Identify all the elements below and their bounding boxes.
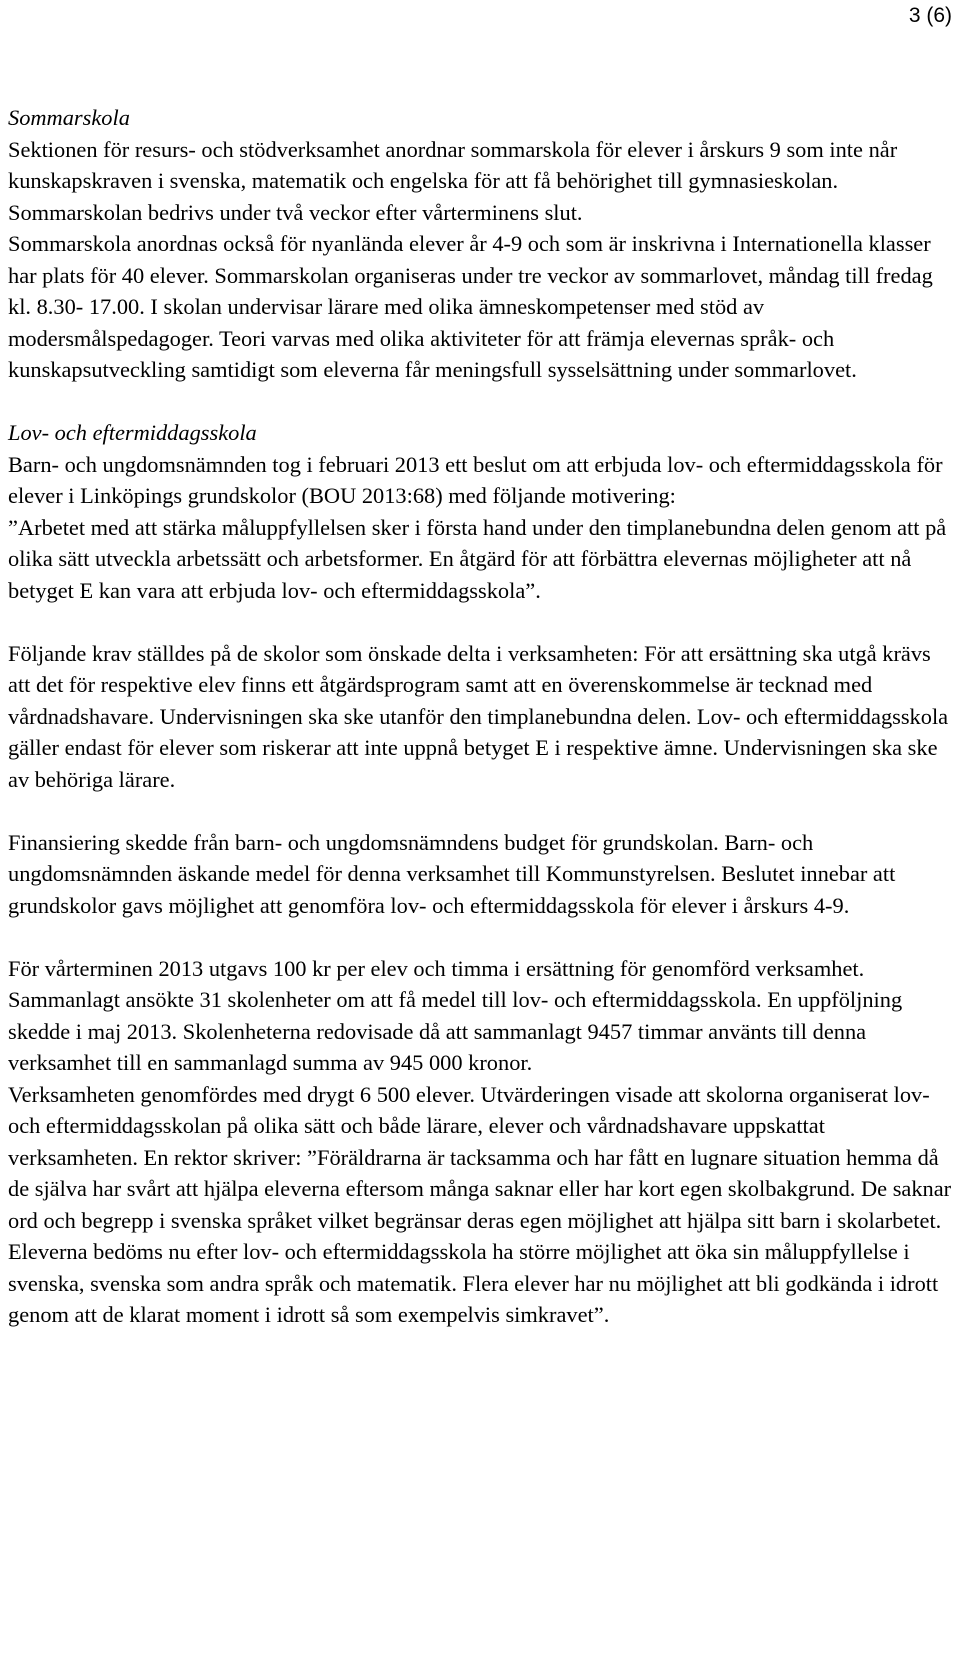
paragraph-spacer (8, 386, 956, 418)
paragraph: Följande krav ställdes på de skolor som önskade delta i verksamheten: För att ersättning ska utgå krävs att det för respektive elev finns ett åtgärdsprogram samt att en överenskommelse är tecknad med vårdnadshavare. Undervisningen ska ske utanför den timplanebundna delen. Lov- och eftermiddagsskola gäller endast för elever som riskerar att inte uppnå betyget E i respektive ämne. Undervisningen ska ske av behöriga lärare. (8, 640, 949, 792)
section-heading-lovskola: Lov- och eftermiddagsskola (8, 420, 257, 445)
paragraph: Sektionen för resurs- och stödverksamhet anordnar sommarskola för elever i årskurs 9 som inte når kunskapskraven i svenska, matematik och engelska för att få behörighet till gymnasieskolan. Sommarskolan bedrivs under två veckor efter vårterminens slut. (8, 136, 898, 225)
section-heading-sommarskola: Sommarskola (8, 105, 130, 130)
paragraph: Barn- och ungdomsnämnden tog i februari 2013 ett beslut om att erbjuda lov- och eftermiddagsskola för elever i Linköpings grundskolor (BOU 2013:68) med följande motivering: (8, 451, 943, 508)
page-number: 3 (6) (908, 4, 952, 27)
quote-paragraph: ”Arbetet med att stärka måluppfyllelsen sker i första hand under den timplanebundna delen genom att på olika sätt utveckla arbetssätt och arbetsformer. En åtgärd för att förbättra elevernas möjligheter att nå betyget E kan vara att erbjuda lov- och eftermiddagsskola”. (8, 514, 947, 603)
paragraph: Sommarskola anordnas också för nyanlända elever år 4-9 och som är inskrivna i Internationella klasser har plats för 40 elever. Sommarskolan organiseras under tre veckor av sommarlovet, måndag till fredag kl. 8.30- 17.00. I skolan undervisar lärare med olika ämneskompetenser med stöd av modersmålspedagoger. Teori varvas med olika aktiviteter för att främja elevernas språk- och kunskapsutveckling samtidigt som eleverna får meningsfull sysselsättning under sommarlovet. (8, 231, 933, 382)
paragraph-spacer (8, 795, 956, 827)
document-body (8, 102, 956, 1331)
paragraph-spacer (8, 921, 956, 953)
paragraph: Finansiering skedde från barn- och ungdomsnämndens budget för grundskolan. Barn- och ungdomsnämnden äskande medel för denna verksamhet till Kommunstyrelsen. Beslutet innebar att grundskolor gavs möjlighet att genomföra lov- och eftermiddagsskola för elever i årskurs 4-9. (8, 829, 896, 918)
paragraph: För vårterminen 2013 utgavs 100 kr per elev och timma i ersättning för genomförd verksamhet. Sammanlagt ansökte 31 skolenheter om att få medel till lov- och eftermiddagsskola. En uppföljning skedde i maj 2013. Skolenheterna redovisade då att sammanlagt 9457 timmar använts till denna verksamhet till en sammanlagd summa av 945 000 kronor. (8, 955, 903, 1075)
paragraph: Verksamheten genomfördes med drygt 6 500 elever. Utvärderingen visade att skolorna organiserat lov- och eftermiddagsskolan på olika sätt och både lärare, elever och vårdnadshavare uppskattat verksamheten. En rektor skriver: ”Föräldrarna är tacksamma och har fått en lugnare situation hemma då de själva har svårt att hjälpa eleverna eftersom många saknar eller har kort egen skolbakgrund. De saknar ord och begrepp i svenska språket vilket begränsar deras egen möjlighet att hjälpa sitt barn i skolarbetet. Eleverna bedöms nu efter lov- och eftermiddagsskola ha större möjlighet att öka sin måluppfyllelse i svenska, svenska som andra språk och matematik. Flera elever har nu möjlighet att bli godkända i idrott genom att de klarat moment i idrott så som exempelvis simkravet”. (8, 1081, 952, 1327)
section-lovskola (8, 417, 956, 1331)
section-sommarskola (8, 102, 956, 386)
paragraph-spacer (8, 606, 956, 638)
